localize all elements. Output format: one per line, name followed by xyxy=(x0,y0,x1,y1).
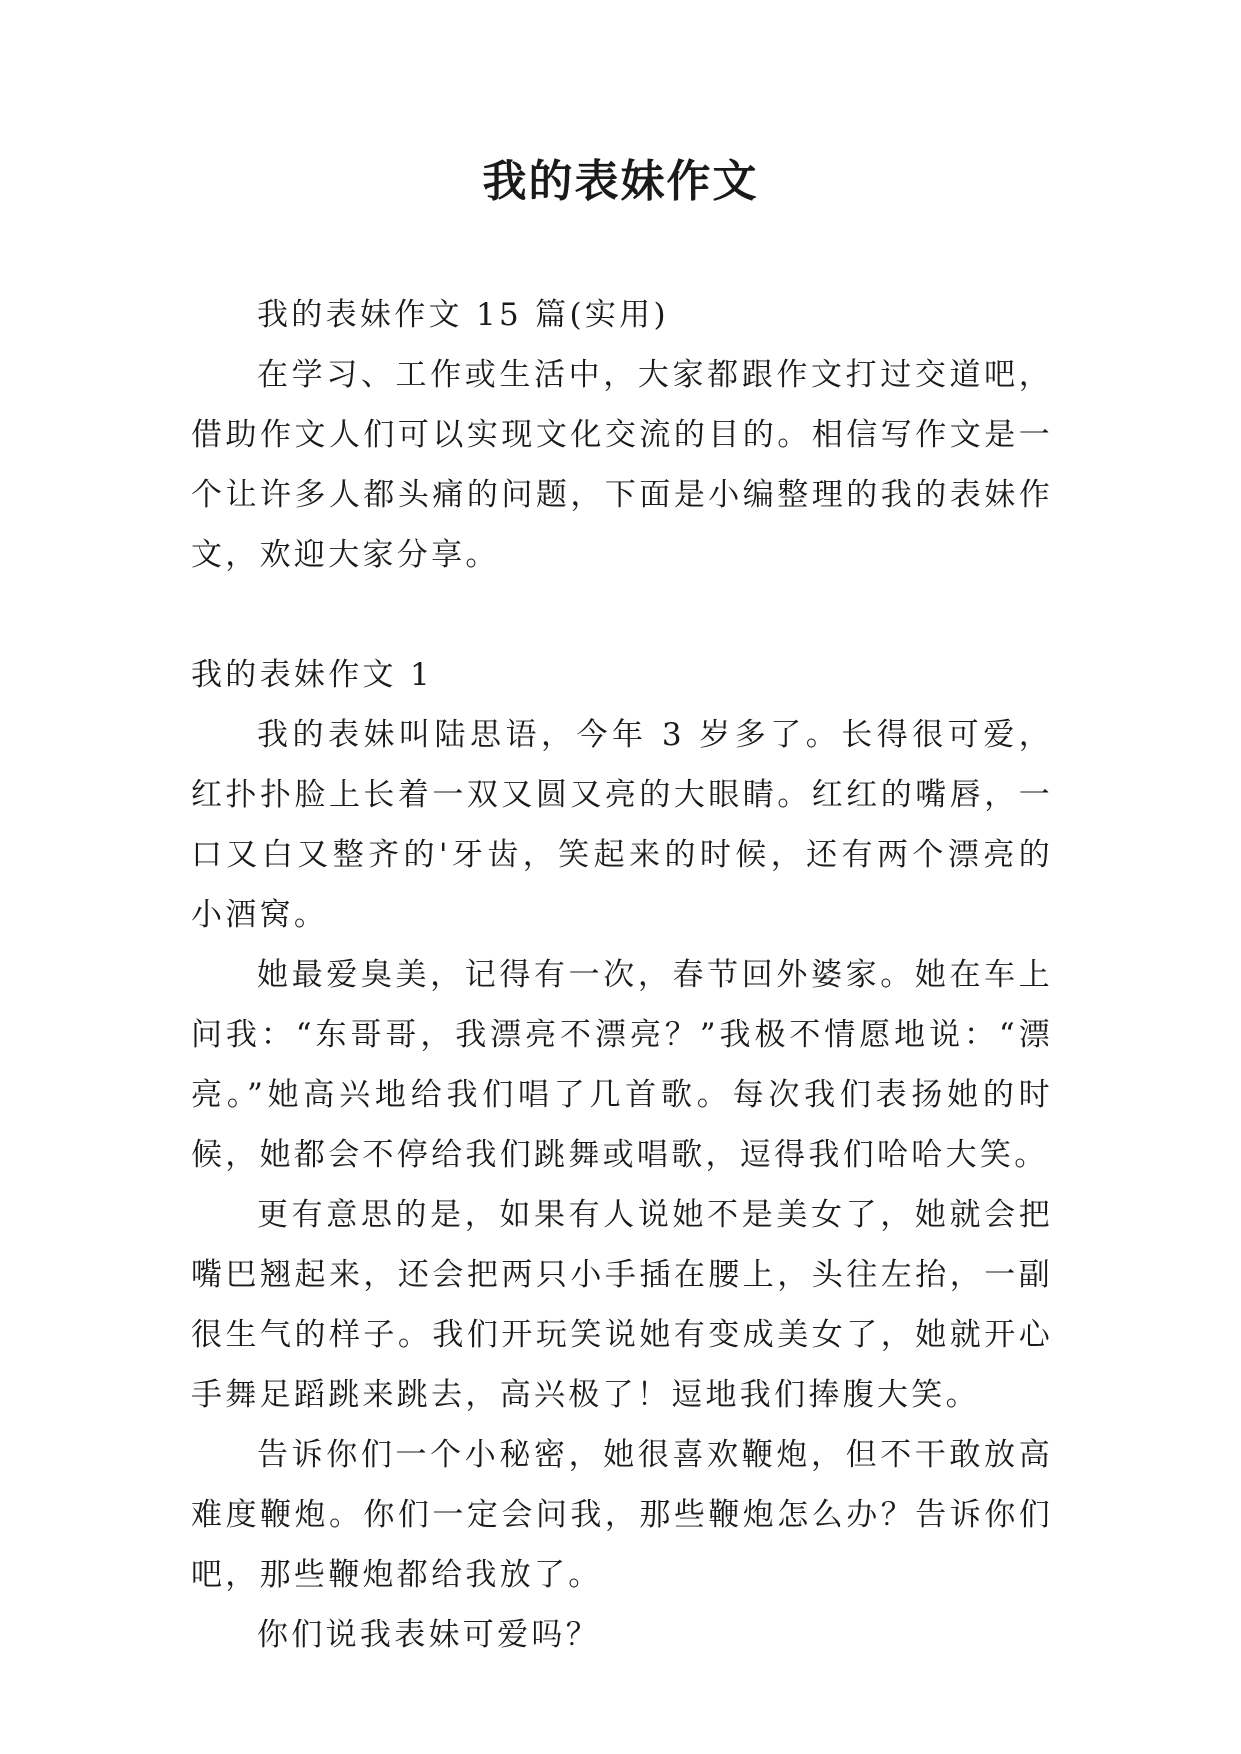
intro-heading: 我的表妹作文 15 篇(实用) xyxy=(257,297,669,333)
body-paragraph-2: 她最爱臭美，记得有一次，春节回外婆家。她在车上问我：“东哥哥，我漂亮不漂亮？”我极不情愿地说：“漂亮。”她高兴地给我们唱了几首歌。每次我们表扬她的时候，她都会不停给我们跳舞或唱歌，逗得我们哈哈大笑。 xyxy=(191,957,1053,1173)
section-spacer xyxy=(191,585,1053,645)
body-paragraph-4: 告诉你们一个小秘密，她很喜欢鞭炮，但不干敢放高难度鞭炮。你们一定会问我，那些鞭炮怎么办？告诉你们吧，那些鞭炮都给我放了。 xyxy=(191,1437,1053,1593)
body-paragraph-5: 你们说我表妹可爱吗？ xyxy=(257,1617,600,1653)
document-body xyxy=(191,285,1053,1665)
section-heading: 我的表妹作文 1 xyxy=(191,657,433,693)
body-paragraph-3: 更有意思的是，如果有人说她不是美女了，她就会把嘴巴翘起来，还会把两只小手插在腰上，头往左抬，一副很生气的样子。我们开玩笑说她有变成美女了，她就开心手舞足蹈跳来跳去，高兴极了！逗地我们捧腹大笑。 xyxy=(191,1197,1053,1413)
intro-paragraph: 在学习、工作或生活中，大家都跟作文打过交道吧，借助作文人们可以实现文化交流的目的。相信写作文是一个让许多人都头痛的问题，下面是小编整理的我的表妹作文，欢迎大家分享。 xyxy=(191,357,1053,573)
body-paragraph-1: 我的表妹叫陆思语，今年 3 岁多了。长得很可爱，红扑扑脸上长着一双又圆又亮的大眼睛。红红的嘴唇，一口又白又整齐的'牙齿，笑起来的时候，还有两个漂亮的小酒窝。 xyxy=(191,717,1053,933)
document-title: 我的表妹作文 xyxy=(482,156,759,207)
